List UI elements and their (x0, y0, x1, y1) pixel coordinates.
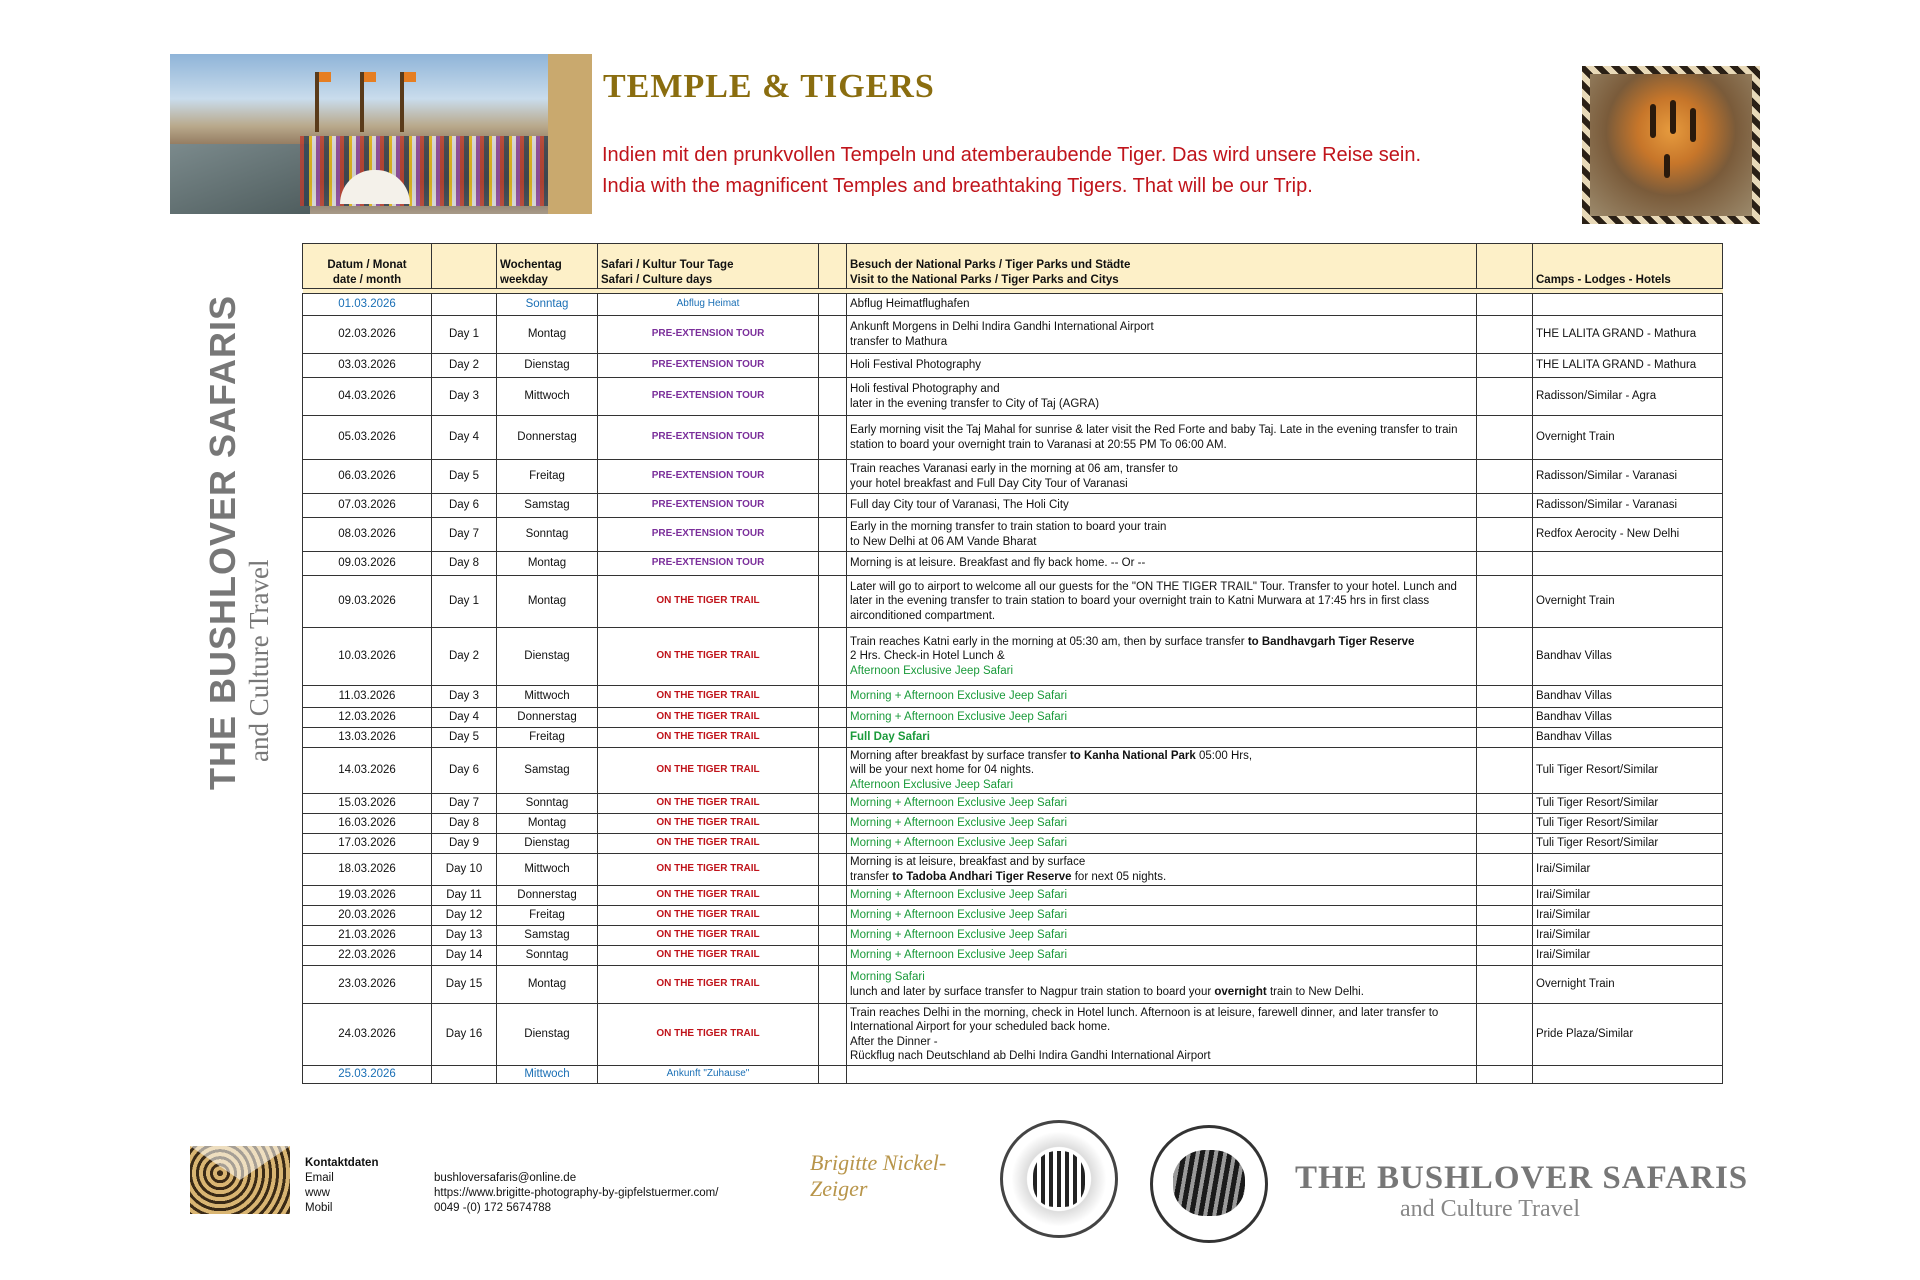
cell-weekday: Sonntag (497, 294, 598, 316)
cell-category: PRE-EXTENSION TOUR (598, 460, 819, 494)
cell-date: 08.03.2026 (303, 518, 432, 552)
cell-spacer-2 (1477, 906, 1533, 926)
cell-date: 14.03.2026 (303, 748, 432, 794)
contact-email[interactable]: bushloversafaris@online.de (434, 1172, 577, 1184)
tigers-india-logo (1000, 1120, 1118, 1238)
cell-day: Day 3 (432, 686, 497, 708)
contact-website[interactable]: https://www.brigitte-photography-by-gipfelstuermer.com/ (434, 1187, 719, 1199)
cell-visit: Early morning visit the Taj Mahal for sunrise & later visit the Red Forte and baby Taj. Late in the evening transfer to train station to board your overnight train to Varanasi at 20:55 PM To 06:00 AM. (847, 416, 1477, 460)
visit-text-part: transfer (850, 870, 893, 883)
cell-accommodation (1533, 552, 1723, 576)
table-row (303, 576, 1723, 628)
cell-accommodation: Tuli Tiger Resort/Similar (1533, 834, 1723, 854)
cell-visit: Train reaches Delhi in the morning, check in Hotel lunch. Afternoon is at leisure, farewell dinner, and later transfer to International Airport for your scheduled back home. After the Dinner - Rückflug nach Deutschland ab Delhi Indira Gandhi International Airport (847, 1004, 1477, 1066)
cell-date: 02.03.2026 (303, 316, 432, 354)
page-title: TEMPLE & TIGERS (603, 68, 935, 105)
table-row (303, 1004, 1723, 1066)
cell-spacer-2 (1477, 1004, 1533, 1066)
cell-accommodation (1533, 294, 1723, 316)
cell-weekday: Mittwoch (497, 686, 598, 708)
cell-date: 12.03.2026 (303, 708, 432, 728)
table-row (303, 708, 1723, 728)
cell-date: 18.03.2026 (303, 854, 432, 886)
cell-date: 05.03.2026 (303, 416, 432, 460)
cell-visit: Morning + Afternoon Exclusive Jeep Safari (847, 886, 1477, 906)
cell-date: 09.03.2026 (303, 576, 432, 628)
cell-spacer-2 (1477, 354, 1533, 378)
cell-spacer-2 (1477, 708, 1533, 728)
cell-day: Day 11 (432, 886, 497, 906)
table-row (303, 316, 1723, 354)
footer-brand-tagline: and Culture Travel (1400, 1196, 1580, 1222)
cell-day: Day 16 (432, 1004, 497, 1066)
cell-accommodation: Overnight Train (1533, 416, 1723, 460)
cell-accommodation: Bandhav Villas (1533, 728, 1723, 748)
cell-accommodation: Bandhav Villas (1533, 708, 1723, 728)
cell-spacer (819, 628, 847, 686)
cell-spacer (819, 946, 847, 966)
cell-accommodation (1533, 1066, 1723, 1083)
visit-text-part: to Kanha National Park (1069, 750, 1196, 762)
cell-spacer-2 (1477, 946, 1533, 966)
cell-category: Abflug Heimat (598, 294, 819, 316)
cell-visit: Early in the morning transfer to train station to board your train to New Delhi at 06 AM Vande Bharat (847, 518, 1477, 552)
cell-visit: Full Day Safari (847, 728, 1477, 748)
cell-weekday: Montag (497, 316, 598, 354)
table-row (303, 294, 1723, 316)
cell-spacer-2 (1477, 728, 1533, 748)
table-row (303, 494, 1723, 518)
cell-spacer-2 (1477, 834, 1533, 854)
envelope-icon (190, 1146, 290, 1214)
cell-accommodation: Overnight Train (1533, 576, 1723, 628)
cell-weekday: Mittwoch (497, 854, 598, 886)
cell-day: Day 2 (432, 354, 497, 378)
cell-weekday: Mittwoch (497, 378, 598, 416)
cell-accommodation: Irai/Similar (1533, 886, 1723, 906)
cell-spacer (819, 728, 847, 748)
cell-weekday: Donnerstag (497, 886, 598, 906)
cell-visit (847, 748, 1477, 794)
visit-text-part: to Bandhavgarh Tiger Reserve (1247, 635, 1415, 648)
cell-category: ON THE TIGER TRAIL (598, 966, 819, 1004)
cell-spacer (819, 494, 847, 518)
cell-spacer-2 (1477, 794, 1533, 814)
cell-spacer (819, 354, 847, 378)
cell-category: ON THE TIGER TRAIL (598, 814, 819, 834)
table-row (303, 1066, 1723, 1083)
cell-visit: Morning + Afternoon Exclusive Jeep Safari (847, 708, 1477, 728)
cell-accommodation: Irai/Similar (1533, 854, 1723, 886)
cell-spacer-2 (1477, 294, 1533, 316)
cell-weekday: Sonntag (497, 946, 598, 966)
cell-accommodation: Bandhav Villas (1533, 628, 1723, 686)
cell-weekday: Donnerstag (497, 416, 598, 460)
cell-spacer-2 (1477, 686, 1533, 708)
cell-day: Day 7 (432, 518, 497, 552)
cell-weekday: Dienstag (497, 628, 598, 686)
cell-weekday: Mittwoch (497, 1066, 598, 1083)
cell-visit: Later will go to airport to welcome all our guests for the "ON THE TIGER TRAIL" Tour. Transfer to your hotel. Lunch and later in the evening transfer to train station to board your overnight train to Katni Murwara at 17:45 hrs in first class airconditioned compartment. (847, 576, 1477, 628)
cell-accommodation: Radisson/Similar - Varanasi (1533, 460, 1723, 494)
cell-spacer-2 (1477, 966, 1533, 1004)
cell-weekday: Samstag (497, 494, 598, 518)
cell-category: ON THE TIGER TRAIL (598, 854, 819, 886)
cell-visit: Morning + Afternoon Exclusive Jeep Safari (847, 946, 1477, 966)
cell-date: 20.03.2026 (303, 906, 432, 926)
table-row (303, 686, 1723, 708)
cell-visit (847, 854, 1477, 886)
cell-day: Day 8 (432, 552, 497, 576)
cell-accommodation: Irai/Similar (1533, 906, 1723, 926)
cell-date: 01.03.2026 (303, 294, 432, 316)
cell-category: ON THE TIGER TRAIL (598, 708, 819, 728)
cell-date: 06.03.2026 (303, 460, 432, 494)
header-date: Datum / Monat date / month (303, 244, 432, 289)
table-row (303, 886, 1723, 906)
cell-spacer (819, 1004, 847, 1066)
cell-accommodation: Radisson/Similar - Varanasi (1533, 494, 1723, 518)
cell-visit: Morning + Afternoon Exclusive Jeep Safari (847, 834, 1477, 854)
cell-weekday: Sonntag (497, 518, 598, 552)
cell-day: Day 5 (432, 728, 497, 748)
contact-label-mobil: Mobil (305, 1202, 333, 1214)
visit-text-part: to Tadoba Andhari Tiger Reserve (892, 870, 1072, 883)
cell-visit: Holi Festival Photography (847, 354, 1477, 378)
cell-date: 07.03.2026 (303, 494, 432, 518)
cell-spacer (819, 886, 847, 906)
cell-spacer (819, 794, 847, 814)
cell-category: ON THE TIGER TRAIL (598, 794, 819, 814)
cell-spacer-2 (1477, 576, 1533, 628)
visit-text-part: lunch and later by surface transfer to Nagpur train station to board your (850, 985, 1215, 998)
cell-date: 21.03.2026 (303, 926, 432, 946)
visit-text-part: will be your next home for 04 nights. (850, 764, 1035, 777)
cell-spacer (819, 966, 847, 1004)
cell-visit: Morning + Afternoon Exclusive Jeep Safari (847, 814, 1477, 834)
visit-text-part: Train reaches Katni early in the morning at 05:30 am, then by surface transfer (850, 635, 1248, 648)
header-spacer (819, 244, 847, 289)
visit-text-part: for next 05 nights. (1071, 870, 1167, 883)
table-row (303, 354, 1723, 378)
cell-day: Day 1 (432, 316, 497, 354)
cell-spacer-2 (1477, 518, 1533, 552)
cell-spacer-2 (1477, 628, 1533, 686)
cell-category: PRE-EXTENSION TOUR (598, 494, 819, 518)
cell-visit: Train reaches Varanasi early in the morning at 06 am, transfer to your hotel breakfast and Full Day City Tour of Varanasi (847, 460, 1477, 494)
cell-day: Day 2 (432, 628, 497, 686)
cell-spacer-2 (1477, 460, 1533, 494)
cell-category: PRE-EXTENSION TOUR (598, 378, 819, 416)
subtitle-german: Indien mit den prunkvollen Tempeln und atemberaubende Tiger. Das wird unsere Reise sein. (602, 144, 1422, 166)
cell-spacer (819, 518, 847, 552)
cell-date: 23.03.2026 (303, 966, 432, 1004)
cell-visit (847, 628, 1477, 686)
visit-text-part: 05:00 Hrs, (1195, 750, 1253, 762)
cell-spacer (819, 748, 847, 794)
cell-day: Day 6 (432, 494, 497, 518)
cell-spacer (819, 576, 847, 628)
cell-day: Day 10 (432, 854, 497, 886)
cell-spacer (819, 854, 847, 886)
cell-visit (847, 966, 1477, 1004)
cell-weekday: Montag (497, 552, 598, 576)
cell-accommodation: Overnight Train (1533, 966, 1723, 1004)
cell-date: 25.03.2026 (303, 1066, 432, 1083)
brigitte-signature-logo: Brigitte Nickel-Zeiger (810, 1150, 947, 1201)
cell-visit: Morning is at leisure. Breakfast and fly back home. -- Or -- (847, 552, 1477, 576)
table-row (303, 748, 1723, 794)
cell-category: ON THE TIGER TRAIL (598, 628, 819, 686)
cell-accommodation: THE LALITA GRAND - Mathura (1533, 316, 1723, 354)
cell-category: ON THE TIGER TRAIL (598, 906, 819, 926)
cell-visit: Ankunft Morgens in Delhi Indira Gandhi International Airport transfer to Mathura (847, 316, 1477, 354)
cell-spacer (819, 814, 847, 834)
cell-date: 13.03.2026 (303, 728, 432, 748)
cell-date: 11.03.2026 (303, 686, 432, 708)
table-header-row (303, 244, 1723, 289)
header-spacer-2 (1477, 244, 1533, 289)
cell-category: ON THE TIGER TRAIL (598, 728, 819, 748)
visit-text-part: Morning is at leisure, breakfast and by surface (850, 856, 1086, 869)
cell-spacer-2 (1477, 378, 1533, 416)
cell-category: PRE-EXTENSION TOUR (598, 552, 819, 576)
cell-weekday: Samstag (497, 926, 598, 946)
cell-date: 03.03.2026 (303, 354, 432, 378)
cell-accommodation: Tuli Tiger Resort/Similar (1533, 794, 1723, 814)
vertical-brand-name: THE BUSHLOVER SAFARIS (202, 294, 243, 790)
cell-accommodation: Pride Plaza/Similar (1533, 1004, 1723, 1066)
cell-category: ON THE TIGER TRAIL (598, 686, 819, 708)
cell-date: 09.03.2026 (303, 552, 432, 576)
visit-text-part: train to New Delhi. (1266, 985, 1364, 998)
contact-values (434, 1171, 718, 1216)
cell-weekday: Montag (497, 966, 598, 1004)
tiger-photo (1582, 66, 1760, 224)
footer-brand-name: THE BUSHLOVER SAFARIS (1295, 1160, 1749, 1196)
cell-spacer-2 (1477, 886, 1533, 906)
cell-day: Day 4 (432, 708, 497, 728)
cell-visit: Holi festival Photography and later in the evening transfer to City of Taj (AGRA) (847, 378, 1477, 416)
header-weekday: Wochentag weekday (497, 244, 598, 289)
visit-text-part: Morning after breakfast by surface transfer (850, 750, 1070, 762)
table-row (303, 834, 1723, 854)
cell-spacer (819, 708, 847, 728)
cell-weekday: Freitag (497, 728, 598, 748)
visit-text-part: Afternoon Exclusive Jeep Safari (850, 778, 1014, 791)
contact-phone: 0049 -(0) 172 5674788 (434, 1202, 552, 1214)
cell-day: Day 8 (432, 814, 497, 834)
cell-accommodation: Irai/Similar (1533, 926, 1723, 946)
cell-spacer-2 (1477, 926, 1533, 946)
cell-weekday: Dienstag (497, 354, 598, 378)
header-accommodation: Camps - Lodges - Hotels (1533, 244, 1723, 289)
cell-day: Day 13 (432, 926, 497, 946)
cell-category: PRE-EXTENSION TOUR (598, 316, 819, 354)
cell-day: Day 1 (432, 576, 497, 628)
table-row (303, 906, 1723, 926)
visit-text-part: Afternoon Exclusive Jeep Safari (850, 664, 1014, 677)
cell-visit: Full day City tour of Varanasi, The Holi City (847, 494, 1477, 518)
visit-text-part: 2 Hrs. Check-in Hotel Lunch & (850, 650, 1005, 663)
table-row (303, 814, 1723, 834)
header-category: Safari / Kultur Tour Tage Safari / Culture days (598, 244, 819, 289)
cell-spacer-2 (1477, 552, 1533, 576)
cell-visit: Morning + Afternoon Exclusive Jeep Safari (847, 926, 1477, 946)
cell-day (432, 1066, 497, 1083)
cell-spacer-2 (1477, 748, 1533, 794)
cell-spacer (819, 926, 847, 946)
cell-accommodation: THE LALITA GRAND - Mathura (1533, 354, 1723, 378)
cell-spacer (819, 460, 847, 494)
cell-day: Day 15 (432, 966, 497, 1004)
table-row (303, 854, 1723, 886)
cell-spacer (819, 1066, 847, 1083)
table-row (303, 416, 1723, 460)
table-row (303, 946, 1723, 966)
cell-accommodation: Redfox Aerocity - New Delhi (1533, 518, 1723, 552)
cell-spacer-2 (1477, 854, 1533, 886)
cell-spacer-2 (1477, 416, 1533, 460)
cell-category: PRE-EXTENSION TOUR (598, 354, 819, 378)
cell-spacer (819, 316, 847, 354)
cell-weekday: Dienstag (497, 1004, 598, 1066)
cell-spacer-2 (1477, 814, 1533, 834)
cell-weekday: Donnerstag (497, 708, 598, 728)
cell-weekday: Montag (497, 576, 598, 628)
cell-day (432, 294, 497, 316)
cell-date: 17.03.2026 (303, 834, 432, 854)
cell-day: Day 9 (432, 834, 497, 854)
cell-accommodation: Bandhav Villas (1533, 686, 1723, 708)
table-row (303, 794, 1723, 814)
cell-category: Ankunft "Zuhause" (598, 1066, 819, 1083)
cell-weekday: Montag (497, 814, 598, 834)
table-row (303, 926, 1723, 946)
cell-accommodation: Irai/Similar (1533, 946, 1723, 966)
cell-category: ON THE TIGER TRAIL (598, 946, 819, 966)
visit-text-part: Morning Safari (850, 971, 925, 984)
visit-text-part: overnight (1214, 985, 1267, 998)
cell-visit: Abflug Heimatflughafen (847, 294, 1477, 316)
cell-day: Day 5 (432, 460, 497, 494)
header-visit: Besuch der National Parks / Tiger Parks und Städte Visit to the National Parks / Tiger Parks and Citys (847, 244, 1477, 289)
cell-spacer (819, 834, 847, 854)
table-row (303, 378, 1723, 416)
cell-spacer-2 (1477, 1066, 1533, 1083)
table-row (303, 460, 1723, 494)
cell-day: Day 7 (432, 794, 497, 814)
table-row (303, 518, 1723, 552)
cell-category: ON THE TIGER TRAIL (598, 886, 819, 906)
cell-spacer-2 (1477, 316, 1533, 354)
cell-weekday: Freitag (497, 460, 598, 494)
cell-accommodation: Tuli Tiger Resort/Similar (1533, 748, 1723, 794)
cell-date: 24.03.2026 (303, 1004, 432, 1066)
cell-date: 16.03.2026 (303, 814, 432, 834)
cell-day: Day 3 (432, 378, 497, 416)
cell-accommodation: Tuli Tiger Resort/Similar (1533, 814, 1723, 834)
cell-day: Day 6 (432, 748, 497, 794)
table-row (303, 966, 1723, 1004)
cell-visit: Morning + Afternoon Exclusive Jeep Safari (847, 794, 1477, 814)
vertical-brand-tagline: and Culture Travel (244, 559, 274, 762)
contact-title: Kontaktdaten (305, 1157, 379, 1169)
cell-category: ON THE TIGER TRAIL (598, 576, 819, 628)
itinerary-table (302, 243, 1723, 1084)
cell-spacer (819, 552, 847, 576)
cell-spacer (819, 906, 847, 926)
table-row (303, 628, 1723, 686)
cell-category: ON THE TIGER TRAIL (598, 748, 819, 794)
contact-label-www: www (305, 1187, 330, 1199)
cell-visit: Morning + Afternoon Exclusive Jeep Safari (847, 906, 1477, 926)
cell-spacer (819, 686, 847, 708)
table-row (303, 552, 1723, 576)
cell-weekday: Samstag (497, 748, 598, 794)
cell-spacer (819, 378, 847, 416)
cell-spacer-2 (1477, 494, 1533, 518)
cell-day: Day 4 (432, 416, 497, 460)
table-row (303, 728, 1723, 748)
cell-category: ON THE TIGER TRAIL (598, 926, 819, 946)
cell-weekday: Dienstag (497, 834, 598, 854)
cell-date: 10.03.2026 (303, 628, 432, 686)
header-day (432, 244, 497, 289)
cell-date: 19.03.2026 (303, 886, 432, 906)
cell-accommodation: Radisson/Similar - Agra (1533, 378, 1723, 416)
cell-date: 15.03.2026 (303, 794, 432, 814)
cell-spacer (819, 416, 847, 460)
cell-visit: Morning + Afternoon Exclusive Jeep Safari (847, 686, 1477, 708)
cell-category: PRE-EXTENSION TOUR (598, 416, 819, 460)
cell-weekday: Sonntag (497, 794, 598, 814)
bushlover-tiger-logo (1150, 1125, 1268, 1243)
cell-visit (847, 1066, 1477, 1083)
contact-label-email: Email (305, 1172, 334, 1184)
subtitle-english: India with the magnificent Temples and breathtaking Tigers. That will be our Trip. (602, 175, 1313, 197)
cell-spacer (819, 294, 847, 316)
cell-category: ON THE TIGER TRAIL (598, 1004, 819, 1066)
cell-weekday: Freitag (497, 906, 598, 926)
contact-labels (305, 1156, 378, 1216)
cell-date: 22.03.2026 (303, 946, 432, 966)
vertical-brand (202, 190, 275, 790)
cell-category: ON THE TIGER TRAIL (598, 834, 819, 854)
cell-day: Day 14 (432, 946, 497, 966)
cell-category: PRE-EXTENSION TOUR (598, 518, 819, 552)
cell-day: Day 12 (432, 906, 497, 926)
cell-date: 04.03.2026 (303, 378, 432, 416)
